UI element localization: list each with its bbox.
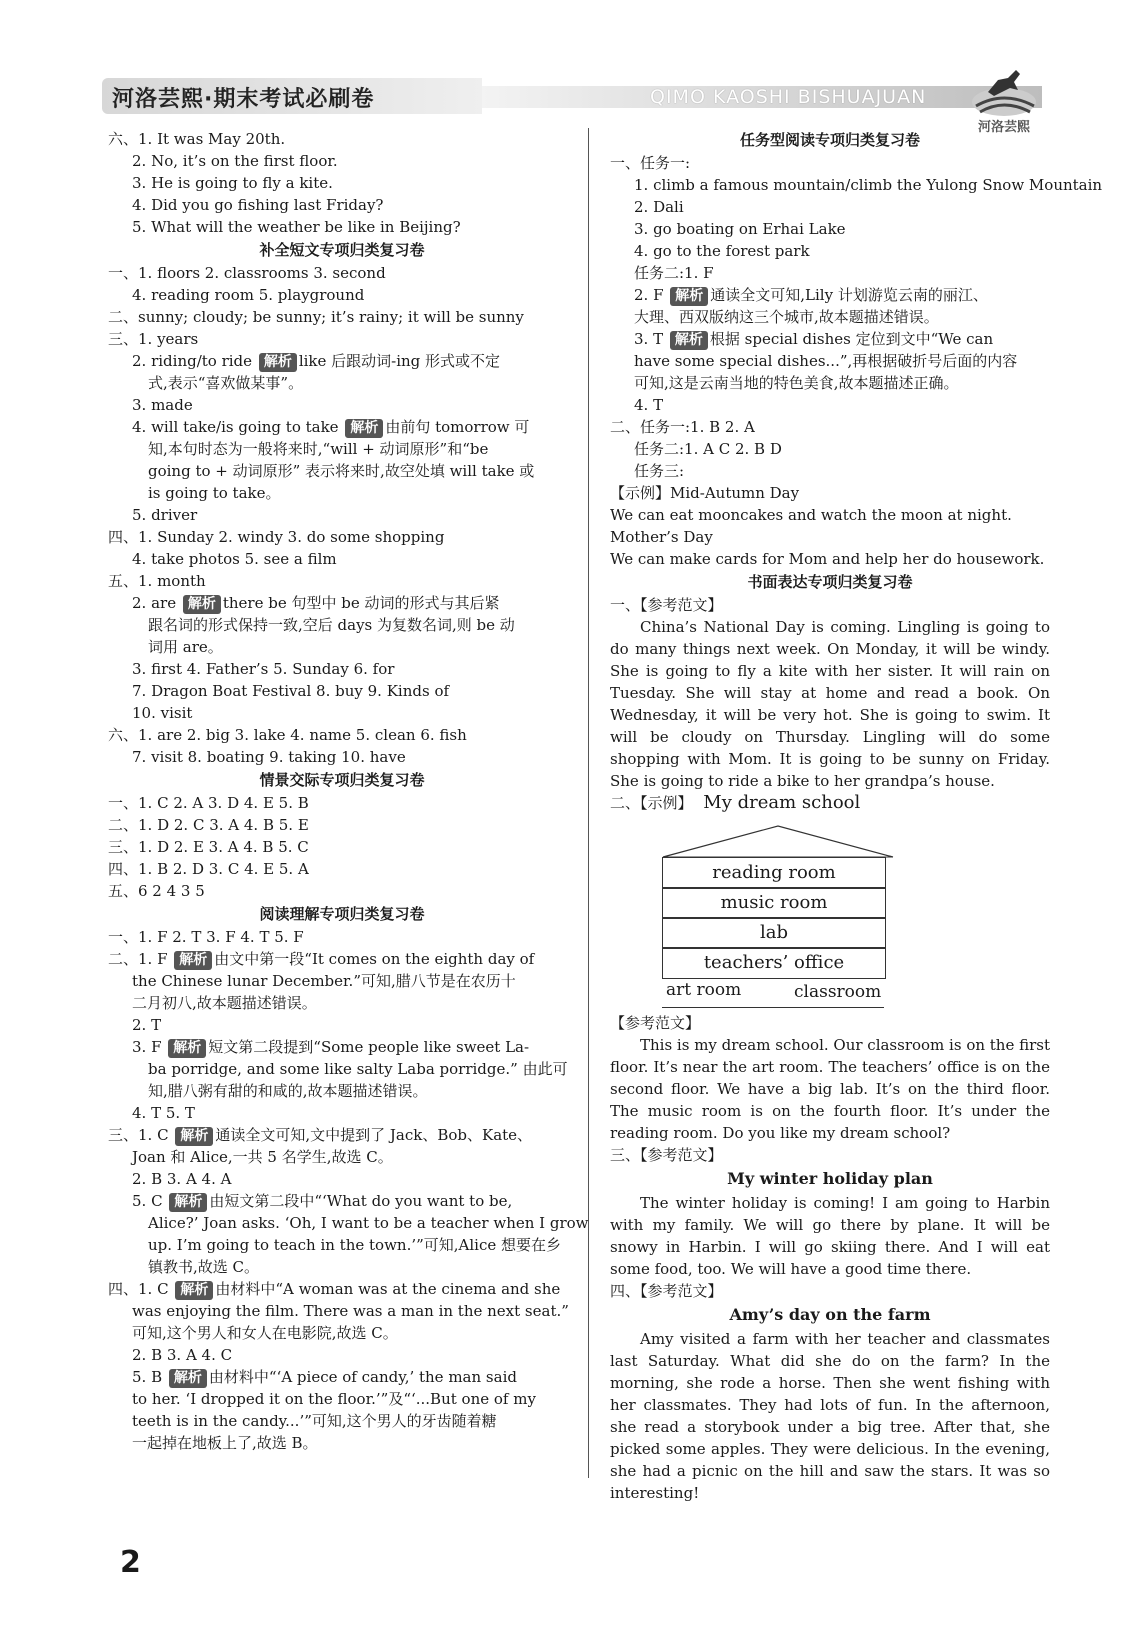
answer-line bbox=[108, 880, 576, 902]
answer-text: 2. riding/to ride bbox=[132, 352, 253, 370]
q2-label-text: 二、【示例】 bbox=[610, 794, 693, 812]
essay-farm-title: Amy’s day on the farm bbox=[729, 1305, 931, 1324]
answer-text: to her. ‘I dropped it on the floor.’”及“‘...But one of my bbox=[132, 1390, 536, 1408]
header-title: 河洛芸熙·期末考试必刷卷 bbox=[112, 87, 375, 112]
answer-line bbox=[108, 746, 576, 768]
answer-text: 六、1. It was May 20th. bbox=[108, 130, 286, 148]
answer-line bbox=[108, 548, 576, 570]
answer-text: 10. visit bbox=[132, 704, 193, 722]
answer-line bbox=[108, 1278, 576, 1300]
answer-text: 可知,这是云南当地的特色美食,故本题描述正确。 bbox=[634, 374, 959, 392]
answer-line bbox=[108, 262, 576, 284]
school-diagram bbox=[662, 824, 892, 1002]
answer-line bbox=[108, 1344, 576, 1366]
answer-line bbox=[108, 1146, 576, 1168]
answer-text: 7. visit 8. boating 9. taking 10. have bbox=[132, 748, 406, 766]
answer-text: is going to take。 bbox=[148, 484, 281, 502]
answer-text: 一、【参考范文】 bbox=[610, 596, 723, 614]
answer-text: 阅读理解专项归类复习卷 bbox=[259, 905, 425, 923]
answer-text: 2. T bbox=[132, 1016, 162, 1034]
answer-line bbox=[610, 594, 1050, 616]
answer-line bbox=[108, 702, 576, 724]
answer-text: 4. go to the forest park bbox=[634, 242, 810, 260]
answer-text: We can eat mooncakes and watch the moon at night. bbox=[610, 506, 1012, 524]
answer-text: 任务型阅读专项归类复习卷 bbox=[739, 131, 920, 149]
answer-text: Joan 和 Alice,一共 5 名学生,故选 C。 bbox=[132, 1148, 393, 1166]
answer-line bbox=[610, 218, 1050, 240]
answer-line bbox=[108, 858, 576, 880]
answer-text: 式,表示“喜欢做某事”。 bbox=[148, 374, 304, 392]
answer-line bbox=[610, 372, 1050, 394]
answer-text: 可知,这个男人和女人在电影院,故选 C。 bbox=[132, 1324, 398, 1342]
answer-line bbox=[108, 1300, 576, 1322]
answer-line bbox=[610, 306, 1050, 328]
answer-line bbox=[610, 152, 1050, 174]
analysis-text: 通读全文可知,文中提到了 Jack、Bob、Kate、 bbox=[215, 1126, 533, 1144]
analysis-text: 由材料中“A woman was at the cinema and she bbox=[215, 1280, 561, 1298]
answer-line bbox=[108, 614, 576, 636]
answer-line bbox=[108, 172, 576, 194]
essay-farm-day: Amy visited a farm with her teacher and classmates last Saturday. What did she do on the farm? In the morning, she rode a horse. Then she went fishing with her classmates. They had lots of fun. In the afternoon, she read a storybook under a big tree. After that, she picked some apples. They were delicious. In the evening, she had a picnic on the hill and saw the stars. It was so interesting! bbox=[610, 1330, 1050, 1502]
answer-text: 4. take photos 5. see a film bbox=[132, 550, 337, 568]
answer-line bbox=[610, 482, 1050, 504]
left-column bbox=[108, 128, 589, 1454]
answer-text: 知,腊八粥有甜的和咸的,故本题描述错误。 bbox=[148, 1082, 428, 1100]
answer-text: 书面表达专项归类复习卷 bbox=[747, 573, 913, 591]
answer-line bbox=[108, 350, 576, 372]
analysis-text: 短文第二段提到“Some people like sweet La- bbox=[208, 1038, 530, 1056]
answer-line bbox=[108, 1256, 576, 1278]
answer-line bbox=[108, 460, 576, 482]
answer-line bbox=[610, 526, 1050, 548]
answer-text: 一、任务一: bbox=[610, 154, 691, 172]
section-heading bbox=[108, 902, 576, 926]
answer-text: 二、1. F bbox=[108, 950, 168, 968]
answer-text: We can make cards for Mom and help her do housework. bbox=[610, 550, 1045, 568]
analysis-text: like 后跟动词-ing 形式或不定 bbox=[298, 352, 501, 370]
answer-text: 四、1. C bbox=[108, 1280, 169, 1298]
answer-text: 五、1. month bbox=[108, 572, 206, 590]
page-header bbox=[90, 78, 1090, 114]
analysis-tag: 解析 bbox=[168, 1039, 206, 1058]
answer-line bbox=[108, 372, 576, 394]
answer-text: 知,本句时态为一般将来时,“will + 动词原形”和“be bbox=[148, 440, 489, 458]
answer-text: 二、任务一:1. B 2. A bbox=[610, 418, 755, 436]
answer-text: have some special dishes...”,再根据破折号后面的内容 bbox=[634, 352, 1018, 370]
answer-text: 一、1. C 2. A 3. D 4. E 5. B bbox=[108, 794, 309, 812]
answer-line bbox=[610, 460, 1050, 482]
answer-line bbox=[108, 814, 576, 836]
answer-text: 六、1. are 2. big 3. lake 4. name 5. clean 6. fish bbox=[108, 726, 467, 744]
column-divider bbox=[588, 128, 589, 1478]
answer-text: Alice?’ Joan asks. ‘Oh, I want to be a teacher when I grow bbox=[148, 1214, 589, 1232]
answer-line bbox=[108, 306, 576, 328]
ground-left-room: art room bbox=[666, 980, 742, 1000]
answer-line bbox=[610, 416, 1050, 438]
answer-text: 五、6 2 4 3 5 bbox=[108, 882, 205, 900]
answer-line bbox=[108, 194, 576, 216]
answer-text: 4. reading room 5. playground bbox=[132, 286, 365, 304]
answer-text: 3. T bbox=[634, 330, 664, 348]
answer-text: 4. T 5. T bbox=[132, 1104, 195, 1122]
answer-text: going to + 动词原形” 表示将来时,故空处填 will take 或 bbox=[148, 462, 535, 480]
answer-line bbox=[108, 1124, 576, 1146]
answer-text: 5. driver bbox=[132, 506, 198, 524]
answer-line bbox=[108, 992, 576, 1014]
answer-text: the Chinese lunar December.”可知,腊八节是在农历十 bbox=[132, 972, 516, 990]
floor-3: music room bbox=[662, 887, 886, 919]
school-roof-icon bbox=[662, 824, 894, 858]
answer-line bbox=[108, 1212, 589, 1234]
answer-text: 3. F bbox=[132, 1038, 162, 1056]
answer-text: 词用 are。 bbox=[148, 638, 223, 656]
answer-line bbox=[108, 592, 576, 614]
answer-line bbox=[108, 504, 576, 526]
answer-text: 7. Dragon Boat Festival 8. buy 9. Kinds of bbox=[132, 682, 450, 700]
essay-winter-title: My winter holiday plan bbox=[727, 1169, 933, 1188]
analysis-tag: 解析 bbox=[670, 287, 708, 306]
analysis-text: 通读全文可知,Lily 计划游览云南的丽江、 bbox=[710, 286, 988, 304]
analysis-tag: 解析 bbox=[175, 1281, 213, 1300]
answer-text: up. I’m going to teach in the town.’”可知,Alice 想要在乡 bbox=[148, 1236, 562, 1254]
answer-line bbox=[610, 174, 1103, 196]
answer-text: 任务二:1. A C 2. B D bbox=[634, 440, 782, 458]
answer-text: 2. F bbox=[634, 286, 664, 304]
answer-text: 3. made bbox=[132, 396, 193, 414]
q3-label: 三、【参考范文】 bbox=[610, 1146, 723, 1164]
answer-text: 四、1. Sunday 2. windy 3. do some shopping bbox=[108, 528, 445, 546]
answer-text: 2. No, it’s on the first floor. bbox=[132, 152, 338, 170]
answer-text: 5. B bbox=[132, 1368, 163, 1386]
answer-text: 二月初八,故本题描述错误。 bbox=[132, 994, 317, 1012]
answer-line bbox=[108, 1432, 576, 1454]
answer-line bbox=[108, 948, 576, 970]
answer-line bbox=[108, 1168, 576, 1190]
analysis-text: 由前句 tomorrow 可 bbox=[385, 418, 530, 436]
section-heading bbox=[108, 238, 576, 262]
answer-text: 四、1. B 2. D 3. C 4. E 5. A bbox=[108, 860, 309, 878]
floor-4: reading room bbox=[662, 857, 886, 889]
answer-text: 2. Dali bbox=[634, 198, 684, 216]
analysis-tag: 解析 bbox=[175, 1127, 213, 1146]
essay-winter-holiday: The winter holiday is coming! I am going to Harbin with my family. We will go there by plane. It will be snowy in Harbin. I will go skiing there. And I will eat some food, too. We will have a good time there. bbox=[610, 1194, 1050, 1278]
analysis-text: 根据 special dishes 定位到文中“We can bbox=[709, 330, 994, 348]
header-pinyin: QIMO KAOSHI BISHUAJUAN bbox=[650, 86, 927, 108]
q2-ref-label: 【参考范文】 bbox=[610, 1014, 701, 1032]
answer-line bbox=[108, 1190, 576, 1212]
analysis-text: 由材料中“‘A piece of candy,’ the man said bbox=[208, 1368, 517, 1386]
right-column-answers bbox=[610, 128, 1103, 616]
answer-line bbox=[108, 1102, 576, 1124]
answer-text: 5. What will the weather be like in Beijing? bbox=[132, 218, 461, 236]
answer-line bbox=[108, 1014, 576, 1036]
answer-text: 情景交际专项归类复习卷 bbox=[259, 771, 425, 789]
answer-text: Mother’s Day bbox=[610, 528, 713, 546]
answer-line bbox=[610, 284, 1050, 306]
answer-line bbox=[108, 658, 576, 680]
answer-line bbox=[108, 792, 576, 814]
section-heading bbox=[610, 128, 1050, 152]
analysis-tag: 解析 bbox=[169, 1369, 207, 1388]
floor-1: teachers’ office bbox=[662, 947, 886, 979]
answer-line bbox=[108, 216, 576, 238]
answer-line bbox=[108, 1234, 576, 1256]
answer-line bbox=[108, 680, 576, 702]
answer-line bbox=[108, 570, 576, 592]
answer-text: 2. B 3. A 4. A bbox=[132, 1170, 232, 1188]
answer-line bbox=[610, 548, 1050, 570]
page-number: 2 bbox=[120, 1545, 141, 1580]
school-diagram-title: My dream school bbox=[703, 792, 861, 813]
answer-line bbox=[108, 926, 576, 948]
answer-line bbox=[108, 416, 576, 438]
analysis-text: 由短文第二段中“‘What do you want to be, bbox=[209, 1192, 513, 1210]
analysis-tag: 解析 bbox=[169, 1193, 207, 1212]
answer-line bbox=[108, 1410, 576, 1432]
answer-line bbox=[108, 1036, 576, 1058]
answer-line bbox=[610, 328, 1050, 350]
answer-text: 大理、西双版纳这三个城市,故本题描述错误。 bbox=[634, 308, 939, 326]
answer-text: 镇教书,故选 C。 bbox=[148, 1258, 260, 1276]
q2-label bbox=[610, 792, 1050, 814]
answer-text: 3. go boating on Erhai Lake bbox=[634, 220, 846, 238]
answer-text: was enjoying the film. There was a man in the next seat.” bbox=[132, 1302, 569, 1320]
answer-line bbox=[108, 1366, 576, 1388]
answer-text: teeth is in the candy...’”可知,这个男人的牙齿随着糖 bbox=[132, 1412, 497, 1430]
analysis-tag: 解析 bbox=[670, 331, 708, 350]
answer-text: ba porridge, and some like salty Laba porridge.” 由此可 bbox=[148, 1060, 568, 1078]
answer-line bbox=[108, 1058, 576, 1080]
answer-line bbox=[610, 504, 1050, 526]
answer-text: 任务三: bbox=[634, 462, 685, 480]
q4-label: 四、【参考范文】 bbox=[610, 1282, 723, 1300]
answer-line bbox=[610, 196, 1050, 218]
answer-line bbox=[108, 636, 576, 658]
answer-line bbox=[108, 150, 576, 172]
answer-text: 一、1. F 2. T 3. F 4. T 5. F bbox=[108, 928, 304, 946]
answer-line bbox=[610, 240, 1050, 262]
answer-text: 二、sunny; cloudy; be sunny; it’s rainy; it will be sunny bbox=[108, 308, 524, 326]
right-column bbox=[610, 128, 1103, 1504]
answer-text: 任务二:1. F bbox=[634, 264, 714, 282]
section-heading bbox=[108, 768, 576, 792]
answer-line bbox=[108, 970, 576, 992]
answer-line bbox=[610, 438, 1050, 460]
answer-line bbox=[108, 482, 576, 504]
analysis-text: there be 句型中 be 动词的形式与其后紧 bbox=[222, 594, 500, 612]
logo-text: 河洛芸熙 bbox=[978, 120, 1031, 135]
floor-2: lab bbox=[662, 917, 886, 949]
answer-text: 3. He is going to fly a kite. bbox=[132, 174, 333, 192]
answer-text: 3. first 4. Father’s 5. Sunday 6. for bbox=[132, 660, 395, 678]
answer-line bbox=[108, 1080, 576, 1102]
answer-text: 三、1. C bbox=[108, 1126, 169, 1144]
answer-text: 【示例】Mid-Autumn Day bbox=[610, 484, 800, 502]
answer-line bbox=[108, 328, 576, 350]
answer-line bbox=[108, 526, 576, 548]
answer-text: 跟名词的形式保持一致,空后 days 为复数名词,则 be 动 bbox=[148, 616, 515, 634]
answer-line bbox=[108, 836, 576, 858]
answer-text: 5. C bbox=[132, 1192, 163, 1210]
answer-line bbox=[610, 262, 1050, 284]
section-heading bbox=[610, 570, 1050, 594]
analysis-tag: 解析 bbox=[345, 419, 383, 438]
answer-line bbox=[108, 284, 576, 306]
answer-text: 补全短文专项归类复习卷 bbox=[259, 241, 425, 259]
answer-text: 三、1. D 2. E 3. A 4. B 5. C bbox=[108, 838, 309, 856]
ground-right-room: classroom bbox=[794, 982, 882, 1002]
analysis-tag: 解析 bbox=[174, 951, 212, 970]
answer-text: 三、1. years bbox=[108, 330, 199, 348]
answer-text: 4. T bbox=[634, 396, 664, 414]
analysis-tag: 解析 bbox=[259, 353, 297, 372]
answer-line bbox=[108, 394, 576, 416]
answer-text: 4. Did you go fishing last Friday? bbox=[132, 196, 384, 214]
analysis-text: 由文中第一段“It comes on the eighth day of bbox=[214, 950, 535, 968]
answer-text: 2. are bbox=[132, 594, 177, 612]
answer-line bbox=[610, 350, 1050, 372]
answer-text: 一起掉在地板上了,故选 B。 bbox=[132, 1434, 318, 1452]
answer-line bbox=[610, 394, 1050, 416]
answer-text: 一、1. floors 2. classrooms 3. second bbox=[108, 264, 386, 282]
answer-line bbox=[108, 438, 576, 460]
answer-text: 4. will take/is going to take bbox=[132, 418, 339, 436]
answer-line bbox=[108, 1322, 576, 1344]
essay-national-day: China’s National Day is coming. Lingling is going to do many things next week. On Monday, it will be windy. She is going to fly a kite with her sister. It will rain on Tuesday. She will stay at home and read a book. On Wednesday, it will be very hot. She is going to swim. It will be cloudy on Thursday. Lingling will do some shopping with Mom. It is going to be sunny on Friday. She is going to ride a bike to her grandpa’s house. bbox=[610, 618, 1050, 790]
answer-text: 1. climb a famous mountain/climb the Yulong Snow Mountain bbox=[634, 176, 1103, 194]
answer-line bbox=[108, 1388, 576, 1410]
answer-text: 2. B 3. A 4. C bbox=[132, 1346, 233, 1364]
answer-line bbox=[108, 724, 576, 746]
answer-text: 二、1. D 2. C 3. A 4. B 5. E bbox=[108, 816, 309, 834]
answer-line bbox=[108, 128, 576, 150]
analysis-tag: 解析 bbox=[183, 595, 221, 614]
essay-dream-school: This is my dream school. Our classroom is on the first floor. It’s near the art room. The teachers’ office is on the second floor. We have a big lab. It’s on the third floor. The music room is on the fourth floor. It’s under the reading room. Do you like my dream school? bbox=[610, 1036, 1051, 1142]
